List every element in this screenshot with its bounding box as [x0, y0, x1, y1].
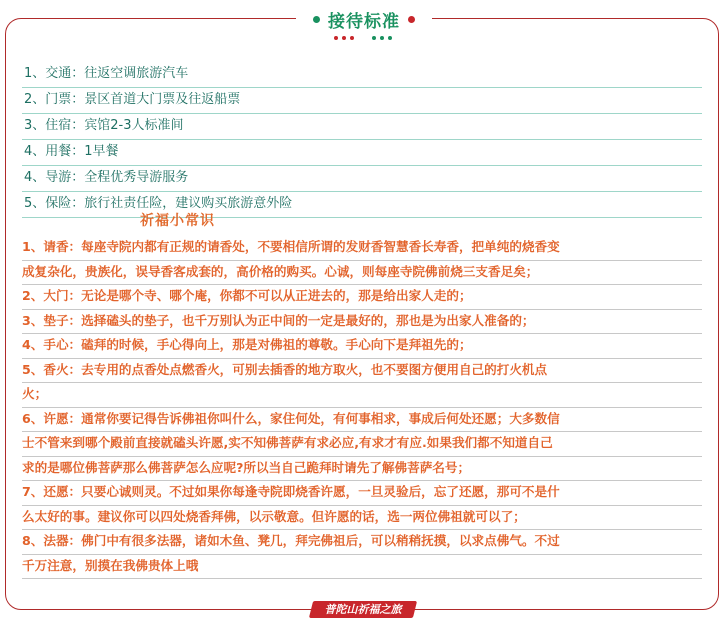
list-item: 4、导游：全程优秀导游服务 [22, 166, 702, 192]
list-item: 4、用餐：1早餐 [22, 140, 702, 166]
red-dots-decoration [334, 36, 354, 40]
tips-list [22, 236, 702, 579]
page-title: 接待标准 [328, 11, 400, 32]
list-item: 2、门票：景区首道大门票及往返船票 [22, 88, 702, 114]
green-dots-decoration [372, 36, 392, 40]
brand-label: 普陀山祈福之旅 [324, 603, 402, 616]
tip-line: 7、还愿：只要心诚则灵。不过如果你每逢寺院即烧香许愿，一旦灵验后，忘了还愿，那可不是什 [22, 481, 702, 506]
tip-line: 6、许愿：通常你要记得告诉佛祖你叫什么，家住何处，有何事相求，事成后何处还愿；大多数信 [22, 408, 702, 433]
tip-line: 士不管来到哪个殿前直接就磕头许愿,实不知佛菩萨有求必应,有求才有应.如果我们都不知道自己 [22, 432, 702, 457]
list-item: 5、保险：旅行社责任险，建议购买旅游意外险 [22, 192, 702, 218]
green-dot-icon [313, 16, 320, 23]
tips-title: 祈福小常识 [140, 213, 215, 229]
tip-line: 1、请香：每座寺院内都有正规的请香处，不要相信所谓的发财香智慧香长寿香，把单纯的烧香变 [22, 236, 702, 261]
red-dot-icon [408, 16, 415, 23]
tip-line: 2、大门：无论是哪个寺、哪个庵，你都不可以从正进去的，那是给出家人走的； [22, 285, 702, 310]
list-item: 3、住宿：宾馆2-3人标准间 [22, 114, 702, 140]
header [296, 5, 432, 33]
tip-line: 千万注意，别摸在我佛贵体上哦 [22, 555, 702, 580]
reception-standards-list [22, 62, 702, 218]
tip-line: 求的是哪位佛菩萨那么佛菩萨怎么应呢?所以当自己跪拜时请先了解佛菩萨名号； [22, 457, 702, 482]
tip-line: 4、手心：磕拜的时候，手心得向上，那是对佛祖的尊敬。手心向下是拜祖先的； [22, 334, 702, 359]
tip-line: 火； [22, 383, 702, 408]
tip-line: 5、香火：去专用的点香处点燃香火，可别去插香的地方取火，也不要图方便用自己的打火机点 [22, 359, 702, 384]
tip-line: 8、法器：佛门中有很多法器，诸如木鱼、凳几，拜完佛祖后，可以稍稍抚摸，以求点佛气。不过 [22, 530, 702, 555]
tip-line: 3、垫子：选择磕头的垫子，也千万别认为正中间的一定是最好的，那也是为出家人准备的； [22, 310, 702, 335]
tip-line: 成复杂化，贵族化，误导香客成套的，高价格的购买。心诚，则每座寺院佛前烧三支香足矣； [22, 261, 702, 286]
tip-line: 么太好的事。建议你可以四处烧香拜佛，以示敬意。但许愿的话，选一两位佛祖就可以了； [22, 506, 702, 531]
list-item: 1、交通：往返空调旅游汽车 [22, 62, 702, 88]
